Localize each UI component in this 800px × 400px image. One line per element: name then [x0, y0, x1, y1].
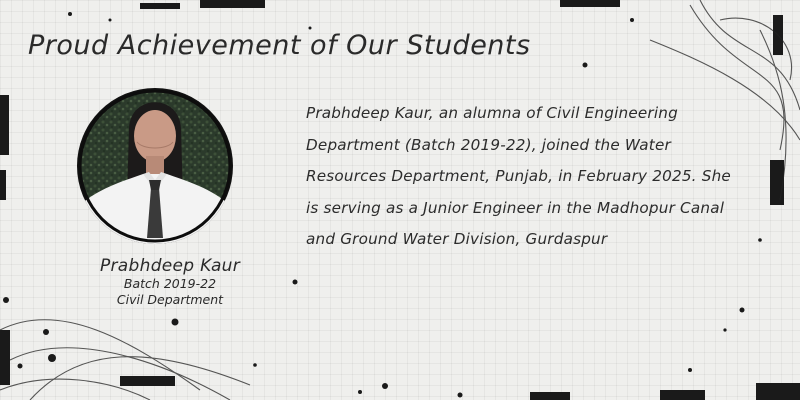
- bottom-left-edge-stroke: [0, 330, 10, 385]
- right-edge-stroke: [773, 15, 783, 55]
- right-edge-stroke-2: [770, 160, 784, 205]
- left-edge-stroke: [0, 95, 9, 155]
- bottom-right-brush-stroke: [756, 383, 800, 400]
- bottom-brush-stroke: [120, 376, 175, 386]
- bottom-brush-stroke-2: [530, 392, 570, 400]
- student-portrait-image: [77, 88, 233, 244]
- student-department: Civil Department: [116, 292, 224, 307]
- achievement-description: Prabhdeep Kaur, an alumna of Civil Engineering Department (Batch 2019-22), joined the Water Resources Department, Punjab, in February 2025. She is serving as a Junior Engineer in the Madhopur Canal and Ground Water Division, Gurdaspur: [306, 104, 731, 249]
- student-name: Prabhdeep Kaur: [99, 256, 241, 276]
- top-brush-stroke-2: [200, 0, 265, 8]
- top-right-brush-stroke: [560, 0, 620, 7]
- student-photo: [77, 88, 233, 244]
- bottom-brush-stroke-3: [660, 390, 705, 400]
- left-edge-stroke-2: [0, 170, 6, 200]
- student-batch: Batch 2019-22: [123, 276, 217, 291]
- student-caption: [60, 256, 280, 308]
- top-brush-stroke: [140, 3, 180, 9]
- page-title: Proud Achievement of Our Students: [28, 30, 531, 61]
